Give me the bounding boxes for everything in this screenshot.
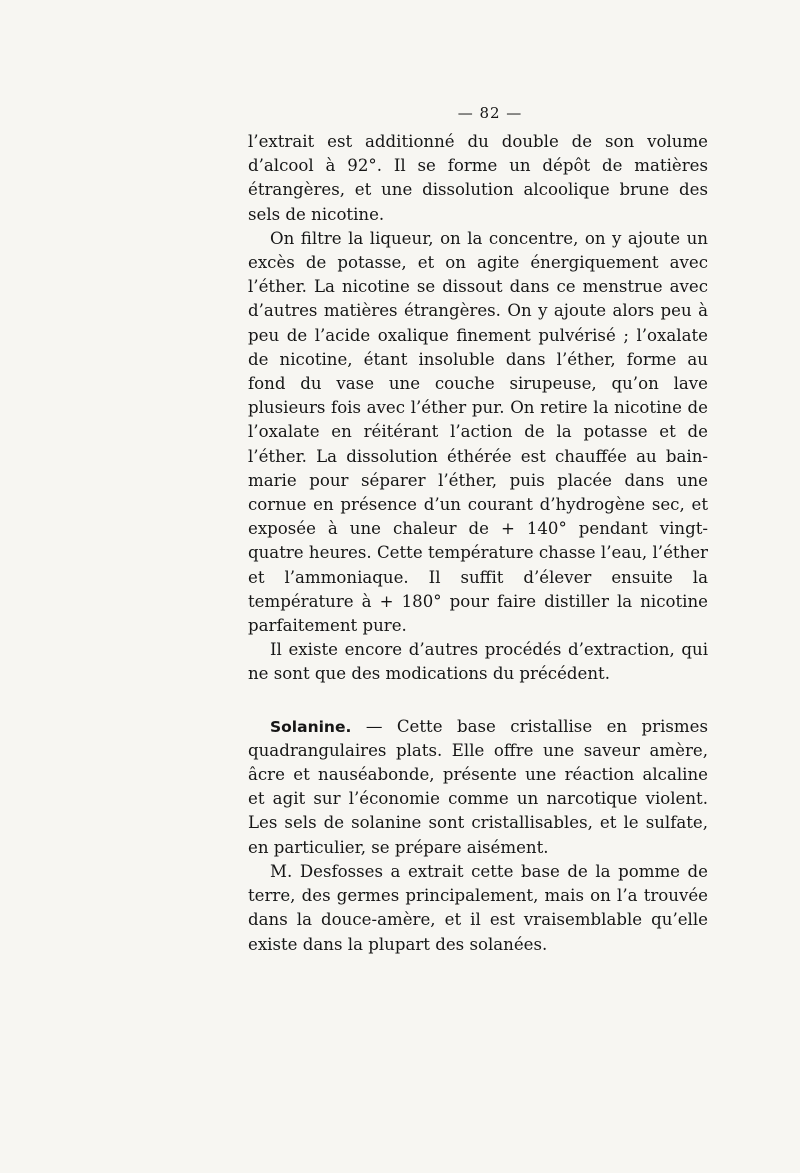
body-text <box>248 130 708 957</box>
section-gap <box>248 687 708 715</box>
solanine-heading: Solanine. <box>270 717 352 736</box>
paragraph-other-procedures: Il existe encore d’autres procédés d’extraction, qui ne sont que des modications du précédent. <box>248 640 708 684</box>
paragraph-solanine-intro <box>248 715 708 860</box>
page-number: — 82 — <box>457 104 523 122</box>
paragraph-extraction-continued: l’extrait est additionné du double de son volume d’alcool à 92°. Il se forme un dépôt de matières étrangères, et une dissolution alcoolique brune des sels de nicotine. <box>248 132 708 224</box>
paragraph-nicotine-procedure: On filtre la liqueur, on la concentre, on y ajoute un excès de potasse, et on agite énergiquement avec l’éther. La nicotine se dissout dans ce menstrue avec d’autres matières étrangères. On y ajoute alors peu à peu de l’acide oxalique finement pulvérisé ; l’oxalate de nicotine, étant insoluble dans l’éther, forme au fond du vase une couche sirupeuse, qu’on lave plusieurs fois avec l’éther pur. On retire la nicotine de l’oxalate en réitérant l’action de la potasse et de l’éther. La dissolution éthérée est chauffée au bain-marie pour séparer l’éther, puis placée dans une cornue en présence d’un courant d’hydrogène sec, et exposée à une chaleur de + 140° pendant vingt-quatre heures. Cette température chasse l’eau, l’éther et l’ammoniaque. Il suffit d’élever ensuite la température à + 180° pour faire distiller la nicotine parfaitement pure. <box>248 228 708 636</box>
solanine-intro-text: — Cette base cristallise en prismes quadrangulaires plats. Elle offre une saveur amère, âcre et nauséabonde, présente une réaction alcaline et agit sur l’économie comme un narcotique violent. Les sels de solanine sont cristallisables, et le sulfate, en particulier, se prépare aisément. <box>248 716 708 857</box>
paragraph-solanine-desfosses: M. Desfosses a extrait cette base de la pomme de terre, des germes principalement, mais on l’a trouvée dans la douce-amère, et il est vraisemblable qu’elle existe dans la plupart des solanées. <box>248 861 708 954</box>
